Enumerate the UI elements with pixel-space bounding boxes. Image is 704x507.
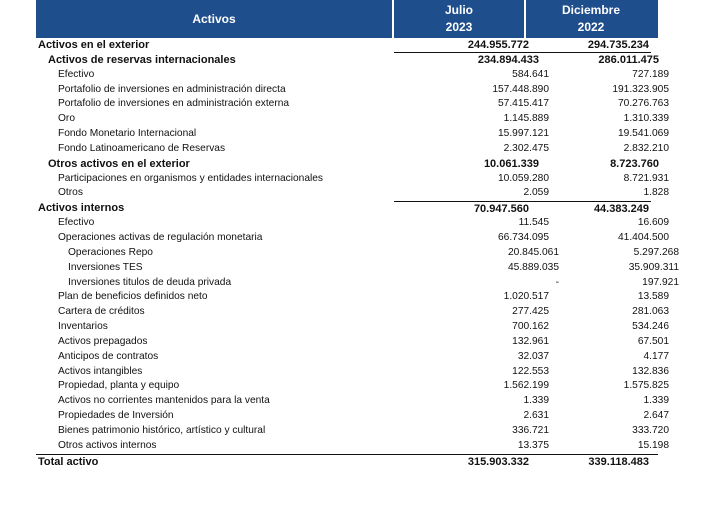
row-value-july-2023: 2.631 — [523, 410, 549, 422]
row-value-july-2023: 1.145.889 — [503, 113, 549, 125]
table-row — [36, 276, 679, 291]
row-value-december-2022: 1.828 — [643, 187, 669, 199]
row-value-december-2022: 727.189 — [632, 68, 669, 80]
table-row — [36, 186, 669, 201]
table-row — [36, 246, 679, 261]
row-value-december-2022: 44.383.249 — [531, 201, 651, 216]
row-label: Total activo — [38, 455, 99, 468]
row-value-december-2022: 16.609 — [637, 217, 669, 229]
row-label: Efectivo — [58, 217, 95, 229]
row-value-july-2023: 315.903.332 — [467, 455, 529, 468]
table-row — [36, 335, 669, 350]
table-body — [36, 38, 679, 469]
row-value-december-2022: 286.011.475 — [598, 53, 659, 66]
row-value-december-2022: 13.589 — [637, 291, 669, 303]
table-row — [36, 142, 669, 157]
row-value-july-2023: 584.641 — [512, 68, 549, 80]
header-col1-year: 2023 — [445, 20, 473, 34]
row-label: Propiedades de Inversión — [58, 410, 174, 422]
table-header — [36, 0, 658, 38]
header-col-december-2022 — [526, 0, 656, 38]
row-value-december-2022: 19.541.069 — [618, 128, 669, 140]
row-label: Otros activos internos — [58, 439, 157, 451]
row-label: Oro — [58, 113, 75, 125]
row-value-july-2023: 700.162 — [512, 321, 549, 333]
row-value-july-2023: 13.375 — [517, 439, 549, 451]
table-row — [36, 424, 669, 439]
table-row — [36, 172, 669, 187]
table-row — [36, 127, 669, 142]
table-row — [36, 83, 669, 98]
row-value-july-2023: 1.020.517 — [503, 291, 549, 303]
row-value-december-2022: 8.721.931 — [623, 172, 669, 184]
row-label: Operaciones Repo — [68, 246, 153, 258]
header-col2-year: 2022 — [577, 20, 605, 34]
row-value-july-2023: 2.059 — [523, 187, 549, 199]
table-row — [36, 97, 669, 112]
row-value-december-2022: 67.501 — [637, 335, 669, 347]
row-value-december-2022: 534.246 — [632, 321, 669, 333]
row-value-july-2023: 336.721 — [512, 424, 549, 436]
row-value-december-2022: 1.310.339 — [623, 113, 669, 125]
table-row — [36, 379, 669, 394]
row-value-december-2022: 1.575.825 — [623, 380, 669, 392]
row-value-december-2022: 2.832.210 — [623, 142, 669, 154]
row-value-december-2022: 15.198 — [637, 439, 669, 451]
header-activos: Activos — [36, 0, 394, 38]
table-row — [36, 454, 658, 470]
row-value-december-2022: 191.323.905 — [612, 83, 669, 95]
row-value-december-2022: 8.723.760 — [610, 157, 659, 170]
table-row — [36, 231, 669, 246]
table-row — [36, 320, 669, 335]
table-row — [36, 350, 669, 365]
row-value-july-2023: 15.997.121 — [498, 128, 549, 140]
row-value-july-2023: 234.894.433 — [477, 53, 539, 66]
row-value-december-2022: 197.921 — [642, 276, 679, 288]
row-value-july-2023: 1.339 — [523, 395, 549, 407]
row-label: Inversiones TES — [68, 261, 143, 273]
row-label: Activos internos — [38, 202, 125, 215]
table-row — [36, 112, 669, 127]
row-value-july-2023: - — [555, 276, 559, 288]
row-value-july-2023: 2.302.475 — [503, 142, 549, 154]
table-row — [36, 201, 658, 216]
row-label: Efectivo — [58, 68, 95, 80]
table-row — [36, 261, 679, 276]
row-label: Bienes patrimonio histórico, artístico y cultural — [58, 424, 266, 436]
row-label: Activos prepagados — [58, 335, 148, 347]
row-label: Otros — [58, 187, 83, 199]
header-col1-month: Julio — [444, 3, 473, 17]
table-row — [36, 68, 669, 83]
row-label: Portafolio de inversiones en administración directa — [58, 83, 286, 95]
header-col-july-2023 — [394, 0, 526, 38]
row-value-december-2022: 5.297.268 — [633, 246, 679, 258]
row-value-july-2023: 11.545 — [518, 217, 549, 229]
table-row — [36, 394, 669, 409]
row-value-december-2022: 333.720 — [632, 424, 669, 436]
row-label: Fondo Monetario Internacional — [58, 128, 197, 140]
row-value-december-2022: 2.647 — [643, 410, 669, 422]
row-label: Plan de beneficios definidos neto — [58, 291, 208, 303]
row-label: Propiedad, planta y equipo — [58, 380, 180, 392]
row-label: Inversiones titulos de deuda privada — [68, 276, 232, 288]
row-value-july-2023: 157.448.890 — [492, 83, 549, 95]
row-value-july-2023: 32.037 — [517, 350, 549, 362]
row-label: Activos en el exterior — [38, 39, 150, 51]
row-label: Anticipos de contratos — [58, 350, 159, 362]
row-value-december-2022: 70.276.763 — [618, 98, 669, 110]
header-col2-month: Diciembre — [561, 3, 621, 17]
row-label: Activos de reservas internacionales — [48, 53, 236, 66]
table-row — [36, 53, 658, 68]
row-value-july-2023: 57.415.417 — [498, 98, 549, 110]
row-label: Inventarios — [58, 321, 108, 333]
row-label: Activos intangibles — [58, 365, 143, 377]
row-value-december-2022: 1.339 — [643, 395, 669, 407]
row-label: Otros activos en el exterior — [48, 157, 190, 170]
table-row — [36, 290, 669, 305]
row-value-july-2023: 132.961 — [512, 335, 549, 347]
table-row — [36, 305, 669, 320]
row-label: Participaciones en organismos y entidades internacionales — [58, 172, 324, 184]
row-value-july-2023: 244.955.772 — [394, 38, 531, 53]
row-value-july-2023: 277.425 — [512, 306, 549, 318]
table-row — [36, 216, 669, 231]
row-value-december-2022: 294.735.234 — [531, 38, 651, 53]
row-value-july-2023: 10.059.280 — [498, 172, 549, 184]
row-value-july-2023: 20.845.061 — [508, 246, 559, 258]
table-row — [36, 409, 669, 424]
table-row — [36, 439, 669, 454]
row-label: Operaciones activas de regulación monetaria — [58, 231, 263, 243]
row-label: Portafolio de inversiones en administración externa — [58, 98, 290, 110]
row-value-july-2023: 70.947.560 — [394, 201, 531, 216]
table-row — [36, 157, 658, 172]
row-value-july-2023: 45.889.035 — [508, 261, 559, 273]
row-value-december-2022: 281.063 — [632, 306, 669, 318]
row-value-december-2022: 4.177 — [643, 350, 669, 362]
row-label: Activos no corrientes mantenidos para la venta — [58, 395, 270, 407]
row-value-july-2023: 66.734.095 — [498, 231, 549, 243]
row-label: Cartera de créditos — [58, 306, 145, 318]
row-value-july-2023: 122.553 — [512, 365, 549, 377]
row-value-july-2023: 10.061.339 — [483, 157, 539, 170]
row-value-december-2022: 132.836 — [632, 365, 669, 377]
row-value-december-2022: 339.118.483 — [588, 455, 649, 468]
row-value-december-2022: 41.404.500 — [618, 231, 669, 243]
balance-sheet-table — [36, 0, 679, 469]
table-row — [36, 38, 658, 53]
row-value-july-2023: 1.562.199 — [503, 380, 549, 392]
row-value-december-2022: 35.909.311 — [628, 261, 679, 273]
table-row — [36, 365, 669, 380]
row-label: Fondo Latinoamericano de Reservas — [58, 142, 226, 154]
